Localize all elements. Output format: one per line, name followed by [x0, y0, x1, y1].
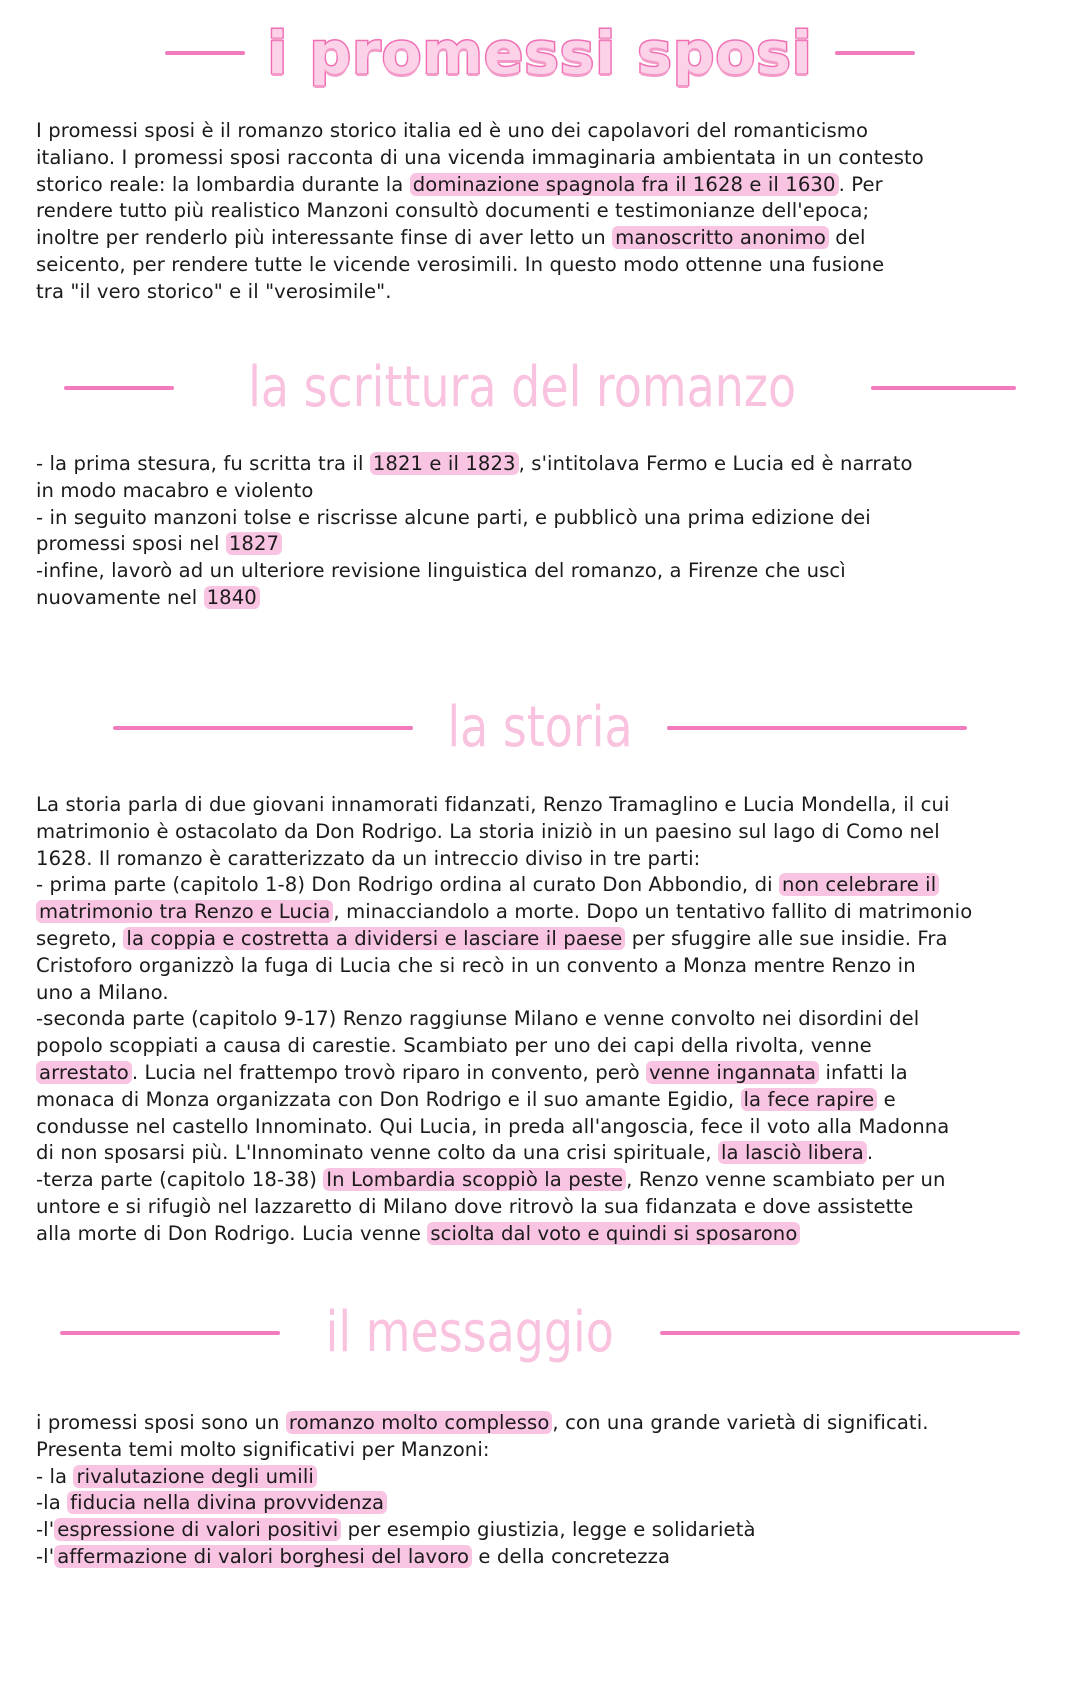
text-line: [36, 531, 1056, 558]
section-title: il messaggio: [325, 1300, 615, 1365]
text-segment: tra "il vero storico" e il "verosimile".: [36, 279, 392, 303]
highlighted-text: manoscritto anonimo: [612, 226, 829, 249]
text-segment: . Lucia nel frattempo trovò riparo in convento, però: [131, 1060, 647, 1084]
text-line: [36, 846, 1056, 873]
text-line: [36, 1033, 1056, 1060]
text-line: [36, 1464, 1056, 1491]
text-segment: italiano. I promessi sposi racconta di una vicenda immaginaria ambientata in un contesto: [36, 145, 924, 169]
text-line: [36, 1167, 1056, 1194]
text-segment: , s'intitolava Fermo e Lucia ed è narrato: [518, 452, 913, 475]
highlighted-text: arrestato: [36, 1061, 132, 1084]
text-segment: di non sposarsi più. L'Innominato venne colto da una crisi spirituale,: [36, 1141, 718, 1165]
section-rule-right: [871, 386, 1016, 390]
text-line: [36, 1060, 1056, 1087]
messaggio-paragraph: [36, 1410, 1056, 1571]
text-segment: rendere tutto più realistico Manzoni consultò documenti e testimonianze dell'epoca;: [36, 199, 870, 223]
text-segment: untore e si rifugiò nel lazzaretto di Milano dove ritrovò la sua fidanzata e dove assistette: [36, 1194, 914, 1218]
text-segment: monaca di Monza organizzata con Don Rodrigo e il suo amante Egidio,: [36, 1087, 741, 1111]
section-heading-scrittura: [0, 355, 1080, 420]
text-line: [36, 1517, 1056, 1544]
highlighted-text: venne ingannata: [646, 1061, 819, 1084]
section-rule-left: [60, 1331, 280, 1335]
text-segment: Cristoforo organizzò la fuga di Lucia che si recò in un convento a Monza mentre Renzo in: [36, 953, 916, 977]
text-segment: matrimonio è ostacolato da Don Rodrigo. La storia iniziò in un paesino sul lago di Como nel: [36, 819, 940, 843]
text-segment: - in seguito manzoni tolse e riscrisse alcune parti, e pubblicò una prima edizione dei: [36, 505, 871, 529]
highlighted-text: la coppia e costretta a dividersi e lasciare il paese: [123, 927, 625, 950]
text-line: [36, 279, 1056, 306]
highlighted-text: fiducia nella divina provvidenza: [67, 1491, 387, 1514]
text-segment: i promessi sposi sono un: [36, 1411, 286, 1434]
text-segment: e: [877, 1087, 896, 1111]
text-segment: La storia parla di due giovani innamorati fidanzati, Renzo Tramaglino e Lucia Mondella, il cui: [36, 793, 950, 816]
text-line: [36, 1194, 1056, 1221]
text-segment: e della concretezza: [472, 1544, 671, 1568]
text-segment: promessi sposi nel: [36, 532, 226, 556]
text-segment: Presenta temi molto significativi per Manzoni:: [36, 1437, 490, 1461]
text-line: [36, 505, 1056, 532]
storia-paragraph: [36, 792, 1056, 1248]
text-segment: 1628. Il romanzo è caratterizzato da un intreccio diviso in tre parti:: [36, 846, 701, 870]
text-line: [36, 225, 1056, 252]
text-segment: -l': [36, 1544, 55, 1568]
highlighted-text: espressione di valori positivi: [54, 1518, 341, 1541]
highlighted-text: la fece rapire: [741, 1088, 878, 1111]
section-title: la scrittura del romanzo: [248, 355, 797, 420]
text-segment: , Renzo venne scambiato per un: [626, 1168, 946, 1192]
text-segment: - prima parte (capitolo 1-8) Don Rodrigo ordina al curato Don Abbondio, di: [36, 873, 779, 897]
highlighted-text: la lasciò libera: [718, 1141, 867, 1164]
text-segment: segreto,: [36, 926, 124, 950]
section-rule-left: [64, 386, 174, 390]
text-line: [36, 1006, 1056, 1033]
text-line: [36, 558, 1056, 585]
main-title-row: [0, 19, 1080, 87]
section-title: la storia: [447, 695, 633, 760]
text-line: [36, 1114, 1056, 1141]
section-rule-right: [667, 726, 967, 730]
highlighted-text: 1827: [226, 532, 282, 555]
text-line: [36, 1087, 1056, 1114]
section-heading-messaggio: [0, 1300, 1080, 1365]
text-line: [36, 172, 1056, 199]
text-line: [36, 118, 1056, 145]
text-segment: , con una grande varietà di significati.: [552, 1411, 929, 1434]
text-segment: seicento, per rendere tutte le vicende verosimili. In questo modo ottenne una fusione: [36, 252, 885, 276]
intro-paragraph: [36, 118, 1056, 306]
section-heading-storia: [0, 695, 1080, 760]
text-segment: -la: [36, 1491, 68, 1515]
highlighted-text: matrimonio tra Renzo e Lucia: [36, 900, 333, 923]
text-line: [36, 899, 1056, 926]
title-rule-left: [165, 51, 245, 55]
text-segment: in modo macabro e violento: [36, 478, 314, 502]
section-rule-left: [113, 726, 413, 730]
text-line: [36, 1437, 1056, 1464]
text-line: [36, 926, 1056, 953]
highlighted-text: affermazione di valori borghesi del lavoro: [54, 1545, 472, 1568]
text-segment: per esempio giustizia, legge e solidarietà: [341, 1518, 756, 1542]
highlighted-text: romanzo molto complesso: [286, 1411, 553, 1434]
text-line: [36, 1544, 1056, 1571]
text-line: [36, 1221, 1056, 1248]
text-line: [36, 819, 1056, 846]
text-segment: alla morte di Don Rodrigo. Lucia venne: [36, 1221, 428, 1245]
text-line: [36, 478, 1056, 505]
text-line: [36, 1490, 1056, 1517]
text-line: [36, 585, 1056, 612]
highlighted-text: In Lombardia scoppiò la peste: [323, 1168, 626, 1191]
highlighted-text: sciolta dal voto e quindi si sposarono: [427, 1222, 800, 1245]
text-line: [36, 953, 1056, 980]
text-segment: condusse nel castello Innominato. Qui Lucia, in preda all'angoscia, fece il voto alla Madonna: [36, 1114, 950, 1138]
text-line: [36, 1140, 1056, 1167]
text-line: [36, 451, 1056, 478]
highlighted-text: rivalutazione degli umili: [73, 1465, 316, 1488]
text-line: [36, 198, 1056, 225]
text-segment: inoltre per renderlo più interessante finse di aver letto un: [36, 226, 613, 250]
text-segment: -l': [36, 1518, 55, 1542]
text-line: [36, 792, 1056, 819]
text-segment: uno a Milano.: [36, 980, 169, 1004]
text-line: [36, 252, 1056, 279]
text-segment: nuovamente nel: [36, 585, 204, 609]
text-segment: - la: [36, 1464, 74, 1488]
text-segment: del: [828, 226, 866, 250]
text-segment: -infine, lavorò ad un ulteriore revisione linguistica del romanzo, a Firenze che uscì: [36, 559, 846, 583]
text-line: [36, 145, 1056, 172]
text-segment: , minacciandolo a morte. Dopo un tentativo fallito di matrimonio: [333, 900, 973, 924]
highlighted-text: 1821 e il 1823: [370, 452, 519, 475]
highlighted-text: non celebrare il: [779, 873, 939, 896]
text-segment: -terza parte (capitolo 18-38): [36, 1168, 324, 1192]
text-line: [36, 1410, 1056, 1437]
section-rule-right: [660, 1331, 1020, 1335]
text-segment: I promessi sposi è il romanzo storico italia ed è uno dei capolavori del romanticismo: [36, 119, 869, 142]
text-segment: per sfuggire alle sue insidie. Fra: [625, 926, 948, 950]
highlighted-text: dominazione spagnola fra il 1628 e il 1630: [410, 173, 839, 196]
text-segment: infatti la: [819, 1060, 908, 1084]
scrittura-paragraph: [36, 451, 1056, 612]
text-line: [36, 872, 1056, 899]
highlighted-text: 1840: [204, 586, 260, 609]
text-segment: storico reale: la lombardia durante la: [36, 172, 410, 196]
text-segment: -seconda parte (capitolo 9-17) Renzo raggiunse Milano e venne convolto nei disordini del: [36, 1007, 920, 1031]
text-segment: - la prima stesura, fu scritta tra il: [36, 452, 370, 475]
text-segment: . Per: [838, 172, 883, 196]
title-rule-right: [835, 51, 915, 55]
text-line: [36, 980, 1056, 1007]
text-segment: .: [866, 1141, 874, 1165]
page-title: i promessi sposi: [267, 19, 813, 87]
text-segment: popolo scoppiati a causa di carestie. Scambiato per uno dei capi della rivolta, venne: [36, 1034, 872, 1058]
